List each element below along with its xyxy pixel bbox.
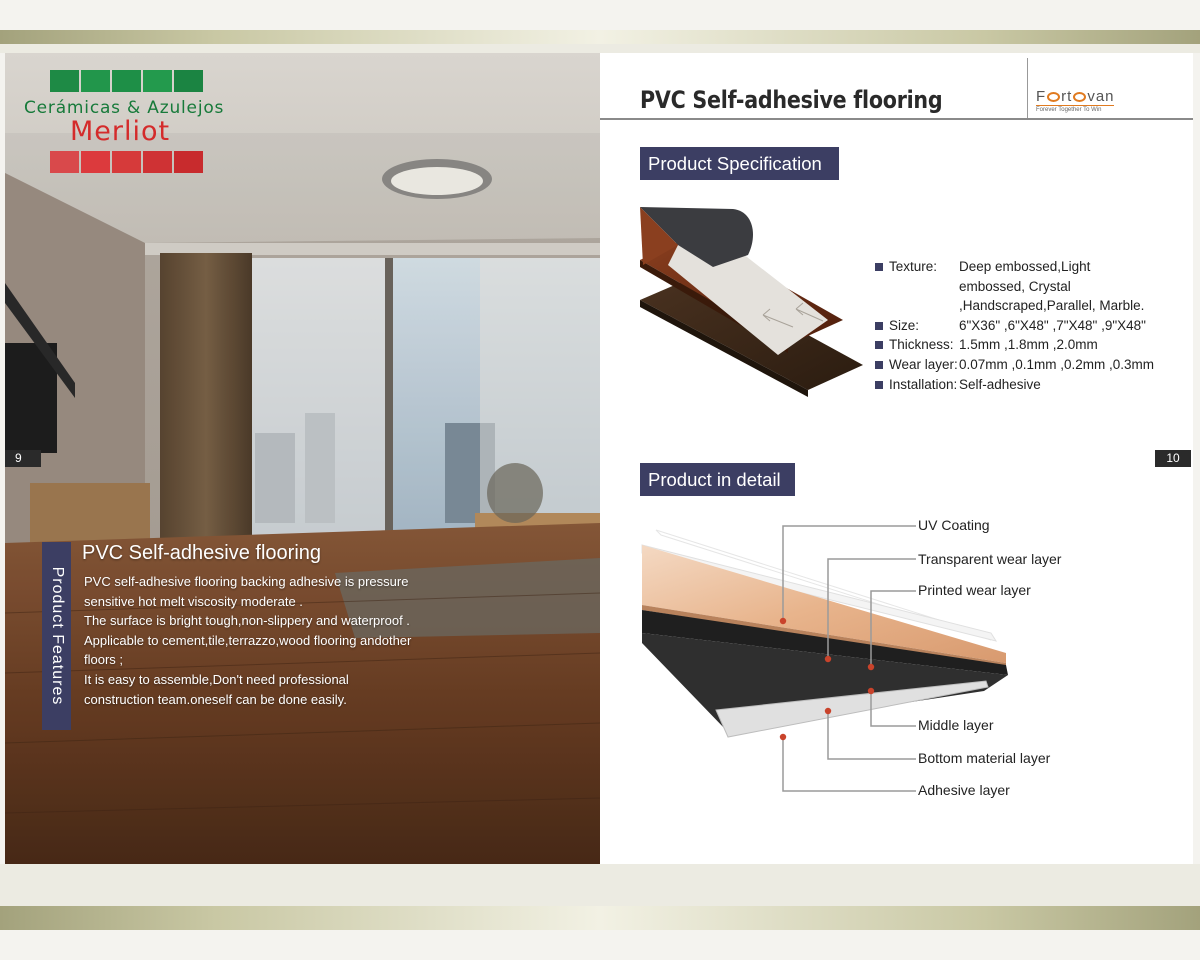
page-number-right: 10	[1155, 450, 1191, 467]
spec-label: Texture:	[889, 259, 938, 274]
product-specification-heading: Product Specification	[640, 147, 839, 180]
logo-line-2: Merliot	[70, 116, 171, 147]
layer-label-transparent-wear: Transparent wear layer	[918, 551, 1062, 567]
logo-red-tiles	[50, 151, 237, 173]
leader-dot	[825, 656, 831, 662]
spec-value: 6"X36" ,6"X48" ,7"X48" ,9"X48"	[959, 317, 1146, 333]
bullet-square-icon	[875, 263, 883, 271]
top-decorative-bar	[0, 30, 1200, 44]
bullet-square-icon	[875, 341, 883, 349]
bottom-decorative-bar	[0, 906, 1200, 930]
layer-label-adhesive: Adhesive layer	[918, 782, 1010, 798]
brand-text: rt	[1061, 88, 1073, 105]
feature-paragraph: It is easy to assemble,Don't need professional construction team.oneself can be done easily.	[84, 671, 349, 707]
left-page-photo	[5, 53, 600, 864]
title-divider-vertical	[1027, 58, 1028, 118]
leader-dot	[780, 734, 786, 740]
logo-line-1: Cerámicas & Azulejos	[24, 98, 225, 118]
spec-label: Installation:	[889, 376, 958, 392]
page-title: PVC Self-adhesive flooring	[640, 86, 943, 114]
product-features-tab	[42, 542, 71, 730]
brand-ring-icon	[1047, 92, 1060, 102]
bullet-square-icon	[875, 322, 883, 330]
feature-paragraph: The surface is bright tough,non-slippery and waterproof .	[84, 613, 410, 629]
brand-text: F	[1036, 88, 1047, 105]
spec-row-size	[874, 316, 1164, 336]
feature-paragraph: PVC self-adhesive flooring backing adhesive is pressure sensitive hot melt viscosity moderate .	[84, 574, 409, 609]
brand-ring-icon	[1073, 92, 1086, 102]
bottom-margin	[0, 864, 1200, 906]
title-underline	[600, 118, 1193, 120]
living-room-photo	[5, 53, 600, 864]
specification-list	[874, 257, 1164, 394]
product-in-detail-heading: Product in detail	[640, 463, 795, 496]
spec-value: 1.5mm ,1.8mm ,2.0mm	[959, 337, 1098, 353]
leader-dot	[868, 688, 874, 694]
bullet-square-icon	[875, 381, 883, 389]
brand-tagline: Forever Together To Win	[1036, 107, 1102, 113]
layer-label-uv-coating: UV Coating	[918, 517, 990, 533]
spec-label: Size:	[889, 317, 920, 333]
spec-value: Deep embossed,Light embossed, Crystal ,Handscraped,Parallel, Marble.	[959, 259, 1145, 314]
layer-label-bottom-material: Bottom material layer	[918, 750, 1051, 766]
brand-underline	[1036, 105, 1114, 106]
spec-row-wear-layer	[874, 355, 1164, 375]
layer-label-printed-wear: Printed wear layer	[918, 582, 1031, 598]
merliot-logo	[22, 70, 237, 173]
spec-value: 0.07mm ,0.1mm ,0.2mm ,0.3mm	[959, 356, 1155, 372]
top-margin	[0, 44, 1200, 53]
leader-dot	[780, 618, 786, 624]
spec-value: Self-adhesive	[959, 376, 1041, 392]
bullet-square-icon	[875, 361, 883, 369]
fortovan-logo	[1036, 88, 1115, 105]
product-features-label: Product Features	[48, 566, 66, 706]
spec-label: Wear layer:	[889, 356, 958, 372]
feature-paragraph: Applicable to cement,tile,terrazzo,wood flooring andother floors ;	[84, 632, 412, 668]
spec-label: Thickness:	[889, 337, 954, 353]
spec-row-texture	[874, 257, 1164, 316]
page-number-left: 9	[5, 450, 41, 467]
spec-row-installation	[874, 375, 1164, 395]
layer-label-middle: Middle layer	[918, 717, 994, 733]
feature-title: PVC Self-adhesive flooring	[82, 542, 322, 564]
brand-text: van	[1087, 88, 1115, 105]
feature-description	[84, 572, 414, 709]
leader-dot	[868, 664, 874, 670]
logo-green-tiles	[50, 70, 237, 92]
spec-row-thickness	[874, 335, 1164, 355]
leader-dot	[825, 708, 831, 714]
flooring-roll-illustration	[638, 205, 868, 430]
